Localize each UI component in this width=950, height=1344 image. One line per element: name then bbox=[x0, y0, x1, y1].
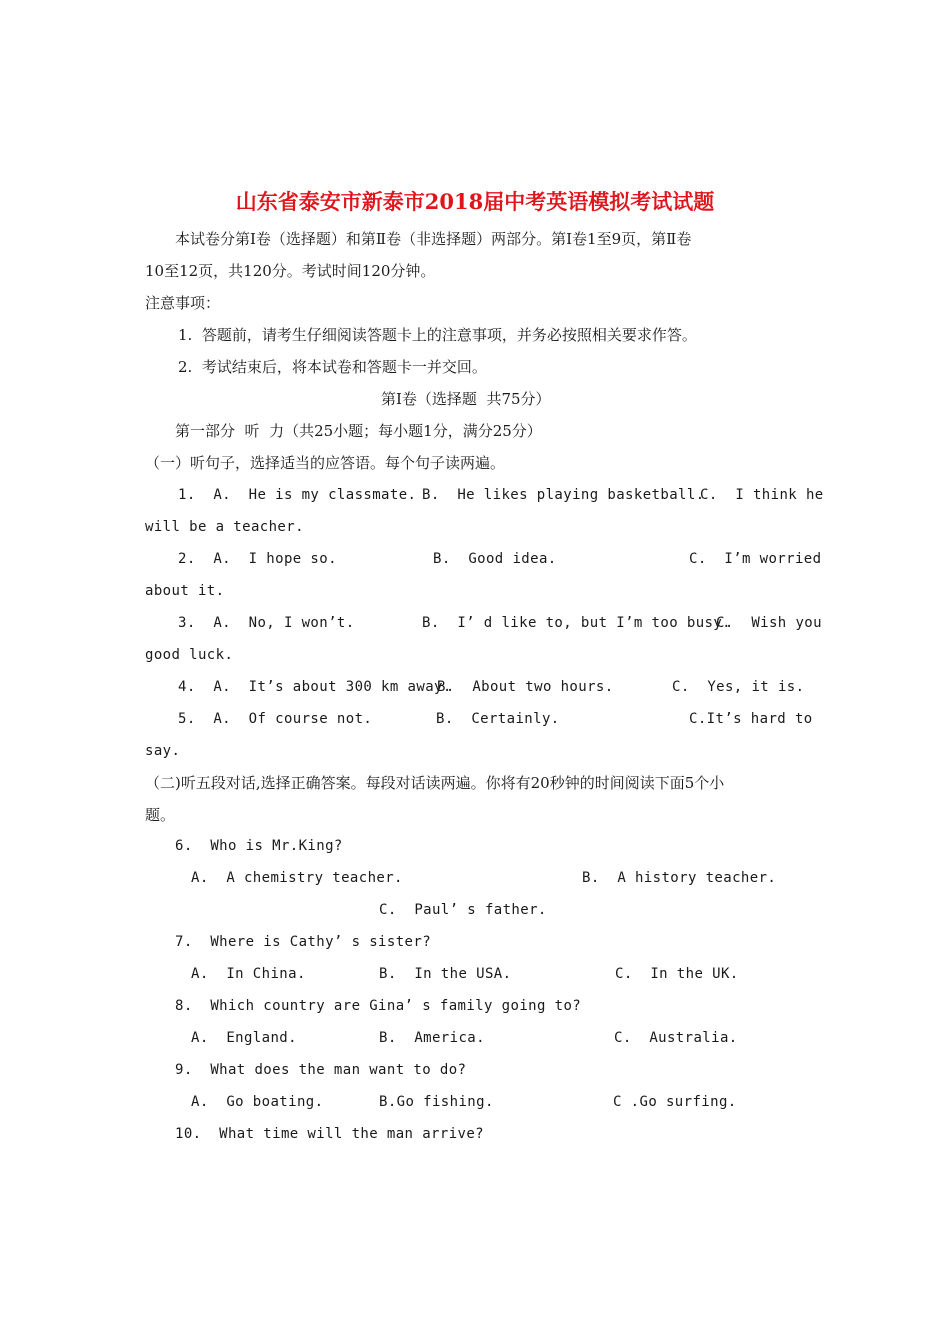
q10-question: 10. What time will the man arrive? bbox=[175, 1126, 485, 1142]
q7-option-a: A. In China. bbox=[191, 966, 306, 982]
q2-option-a: 2. A. I hope so. bbox=[178, 551, 337, 567]
q6-option-c: C. Paul’ s father. bbox=[379, 902, 547, 918]
q3-option-a: 3. A. No, I won’t. bbox=[178, 615, 355, 631]
q8-question: 8. Which country are Gina’ s family going to? bbox=[175, 998, 582, 1014]
q1-continuation: will be a teacher. bbox=[145, 519, 304, 535]
q8-option-a: A. England. bbox=[191, 1030, 297, 1046]
q5-continuation: say. bbox=[145, 743, 181, 759]
q8-option-b: B. America. bbox=[379, 1030, 485, 1046]
notice-item-2: 2. 考试结束后，将本试卷和答题卡一并交回。 bbox=[178, 358, 487, 376]
section-1-heading: （一）听句子，选择适当的应答语。每个句子读两遍。 bbox=[145, 454, 506, 472]
intro-line-2: 10至12页，共120分。考试时间120分钟。 bbox=[145, 262, 436, 280]
q5-option-c: C.It’s hard to bbox=[689, 711, 813, 727]
q4-option-a: 4. A. It’s about 300 km away. bbox=[178, 679, 452, 695]
intro-line-1: 本试卷分第Ⅰ卷（选择题）和第Ⅱ卷（非选择题）两部分。第Ⅰ卷1至9页，第Ⅱ卷 bbox=[175, 230, 692, 248]
q9-option-a: A. Go boating. bbox=[191, 1094, 324, 1110]
q5-option-b: B. Certainly. bbox=[436, 711, 560, 727]
notice-item-1: 1. 答题前，请考生仔细阅读答题卡上的注意事项，并务必按照相关要求作答。 bbox=[178, 326, 697, 344]
page-title: 山东省泰安市新泰市2018届中考英语模拟考试试题 bbox=[235, 189, 715, 214]
section-2-heading: （二)听五段对话,选择正确答案。每段对话读两遍。你将有20秒钟的时间阅读下面5个小 bbox=[145, 774, 725, 792]
q8-option-c: C. Australia. bbox=[614, 1030, 738, 1046]
q3-option-c: C. Wish you bbox=[716, 615, 822, 631]
q9-question: 9. What does the man want to do? bbox=[175, 1062, 467, 1078]
notice-heading: 注意事项： bbox=[145, 294, 221, 312]
q2-option-b: B. Good idea. bbox=[433, 551, 557, 567]
q4-option-b: B. About two hours. bbox=[437, 679, 614, 695]
q2-option-c: C. I’m worried bbox=[689, 551, 822, 567]
q3-option-b: B. I’ d like to, but I’m too busy. bbox=[422, 615, 732, 631]
q6-option-a: A. A chemistry teacher. bbox=[191, 870, 403, 886]
volume-heading: 第Ⅰ卷（选择题 共75分） bbox=[381, 390, 551, 408]
q1-option-a: 1. A. He is my classmate. bbox=[178, 487, 417, 503]
q9-option-b: B.Go fishing. bbox=[379, 1094, 494, 1110]
q7-question: 7. Where is Cathy’ s sister? bbox=[175, 934, 432, 950]
q9-option-c: C .Go surfing. bbox=[613, 1094, 737, 1110]
q5-option-a: 5. A. Of course not. bbox=[178, 711, 373, 727]
q7-option-c: C. In the UK. bbox=[615, 966, 739, 982]
q6-option-b: B. A history teacher. bbox=[582, 870, 777, 886]
section-2-heading-cont: 题。 bbox=[145, 806, 176, 824]
part-heading: 第一部分 听 力（共25小题；每小题1分，满分25分） bbox=[175, 422, 542, 440]
q6-question: 6. Who is Mr.King? bbox=[175, 838, 343, 854]
q1-option-b: B. He likes playing basketball. bbox=[422, 487, 705, 503]
q7-option-b: B. In the USA. bbox=[379, 966, 512, 982]
q4-option-c: C. Yes, it is. bbox=[672, 679, 805, 695]
q3-continuation: good luck. bbox=[145, 647, 234, 663]
q2-continuation: about it. bbox=[145, 583, 225, 599]
q1-option-c: C. I think he bbox=[700, 487, 824, 503]
